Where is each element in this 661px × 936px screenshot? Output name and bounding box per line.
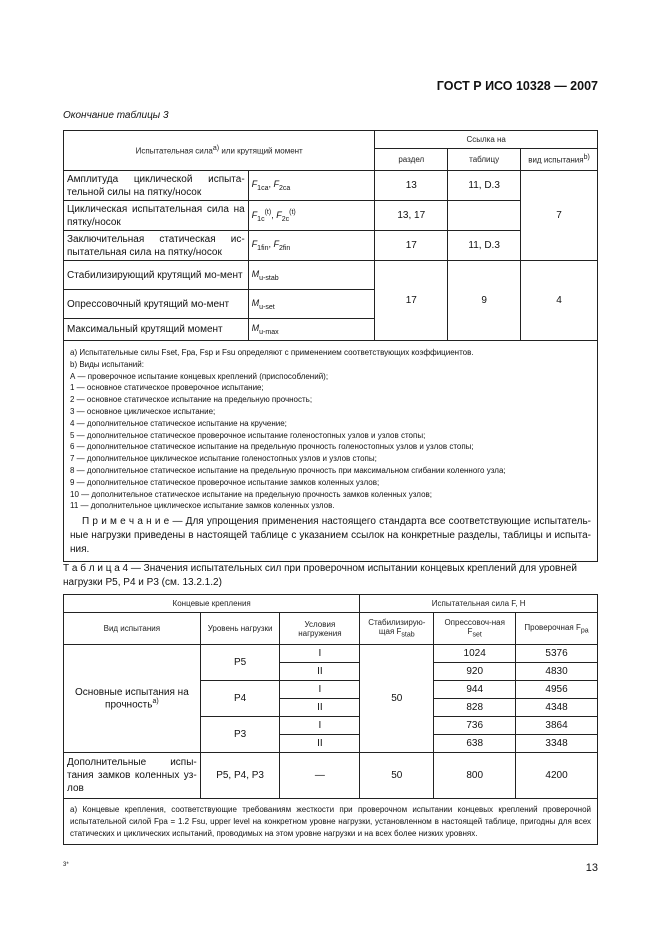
t4-cond: I: [280, 717, 360, 735]
t4-head-force: Испытательная сила F, Н: [360, 595, 598, 613]
table-4-title: Т а б л и ц а 4 — Значения испытательных сил при проверочном испытании концевых креплений для уровней нагрузки Р5, Р4 и Р3 (см. 13.2.1.2): [63, 563, 577, 588]
t3-head-force: Испытательная сила$^{a)}$ или крутящий момент: [64, 131, 375, 171]
t3-section-merged: 17: [375, 261, 448, 341]
note-line: 8 — дополнительное статическое испытание на предельную прочность при максимальном сгибании коленного узла;: [70, 465, 506, 475]
t4-head-pa: Проверочная $F_{pa}$: [516, 613, 598, 645]
t3-row-label: Заключительная статическая ис-пытательная сила на пятку/носок: [64, 231, 249, 261]
t4-knee-cond: —: [280, 753, 360, 799]
note-line: 6 — дополнительное статическое испытание на предельную прочность голеностопных узлов и узлов стопы;: [70, 442, 474, 452]
t3-head-ref: Ссылка на: [375, 131, 598, 149]
note-line: 10 — дополнительное статическое испытание на предельную прочность замков коленных узлов;: [70, 489, 432, 499]
t4-set: 1024: [434, 645, 516, 663]
t3-head-section: раздел: [375, 149, 448, 171]
t4-level: Р4: [200, 681, 280, 717]
t4-knee-levels: Р5, Р4, Р3: [200, 753, 280, 799]
t4-footnote: a) Концевые крепления, соответствующие требованиям жесткости при проверочном испытании концевых креплений проверочной испытательной силой Fpa = 1.2 Fsu, upper level на конкретном уровне нагрузки, установленном в настоящей таблице, пригодны для всех статических и циклических испытаний, проводимых на этом уровне нагрузки и на всех более низких уровнях.: [64, 799, 598, 845]
t4-set: 920: [434, 663, 516, 681]
table-3: [63, 130, 598, 562]
t4-pa: 4830: [516, 663, 598, 681]
t4-knee-set: 800: [434, 753, 516, 799]
t4-head-level: Уровень нагрузки: [200, 613, 280, 645]
t4-head-set: Опрессовоч-ная $F_{set}$: [434, 613, 516, 645]
note-line: А — проверочное испытание концевых креплений (приспособлений);: [70, 371, 329, 381]
t3-row-label: Опрессовочный крутящий мо-мент: [64, 290, 249, 319]
t4-stab-main: 50: [360, 645, 434, 753]
t4-cond: I: [280, 645, 360, 663]
t3-kind-merged: 4: [521, 261, 598, 341]
t4-set: 736: [434, 717, 516, 735]
note-line: 5 — дополнительное статическое проверочное испытание голеностопных узлов и узлов стопы;: [70, 430, 426, 440]
footer-mark: 3*: [63, 862, 69, 868]
t4-level: Р5: [200, 645, 280, 681]
note-line: 7 — дополнительное циклическое испытание голеностопных узлов и узлов стопы;: [70, 454, 377, 464]
t3-table-merged: 9: [448, 261, 521, 341]
t3-row-section: 13: [375, 171, 448, 201]
t3-row-table: 11, D.3: [448, 231, 521, 261]
primechanie: П р и м е ч а н и е — Для упрощения применения настоящего стандарта все соответствующие испытатель-ные нагрузки приведены в настоящей таблице с указанием ссылок на конкретные разделы, таблицы и испыта-ния.: [70, 516, 592, 556]
t4-pa: 3864: [516, 717, 598, 735]
t3-row-section: 17: [375, 231, 448, 261]
t4-knee-pa: 4200: [516, 753, 598, 799]
t3-notes: [64, 341, 598, 562]
t4-head-kind: Вид испытания: [64, 613, 201, 645]
note-line: a) Испытательные силы Fset, Fpa, Fsp и Fsu определяют с применением соответствующих коэффициентов.: [70, 348, 474, 357]
t3-row-table: 11, D.3: [448, 171, 521, 201]
t4-cond: II: [280, 663, 360, 681]
t3-head-table: таблицу: [448, 149, 521, 171]
t4-pa: 4348: [516, 699, 598, 717]
t3-row-label: Максимальный крутящий момент: [64, 319, 249, 341]
note-line: 1 — основное статическое проверочное испытание;: [70, 383, 264, 393]
t3-row-symbol: $M_{u-set}$: [248, 290, 375, 319]
note-line: b) Виды испытаний:: [70, 359, 144, 369]
table-4: [63, 594, 598, 845]
t3-head-kind: вид испытания$^{b)}$: [521, 149, 598, 171]
table-caption: Окончание таблицы 3: [63, 110, 169, 121]
t3-row-symbol: $F_{1ca}$, $F_{2ca}$: [248, 171, 375, 201]
note-line: 9 — дополнительное статическое проверочное испытание замков коленных узлов;: [70, 477, 380, 487]
t4-head-end: Концевые крепления: [64, 595, 360, 613]
t3-row-table: [448, 201, 521, 231]
t4-pa: 5376: [516, 645, 598, 663]
t4-main-label: Основные испытания на прочность$^{a)}$: [64, 645, 201, 753]
page-number: 13: [585, 862, 598, 874]
t3-row-label: Амплитуда циклической испыта-тельной силы на пятку/носок: [64, 171, 249, 201]
t4-cond: I: [280, 681, 360, 699]
document-header: ГОСТ Р ИСО 10328 — 2007: [436, 79, 598, 93]
t4-head-cond: Условия нагружения: [280, 613, 360, 645]
t4-cond: II: [280, 699, 360, 717]
t4-knee-stab: 50: [360, 753, 434, 799]
note-line: 3 — основное циклическое испытание;: [70, 406, 216, 416]
t3-kind-merged: 7: [521, 171, 598, 261]
t4-set: 828: [434, 699, 516, 717]
t4-set: 944: [434, 681, 516, 699]
t4-head-stab: Стабилизирую-щая $F_{stab}$: [360, 613, 434, 645]
t4-cond: II: [280, 735, 360, 753]
t3-row-label: Циклическая испытательная сила на пятку/носок: [64, 201, 249, 231]
t4-level: Р3: [200, 717, 280, 753]
note-line: 4 — дополнительное статическое испытание на кручение;: [70, 418, 287, 428]
t3-row-symbol: $F_{1c}^{(t)}$, $F_{2c}^{(t)}$: [248, 201, 375, 231]
t3-row-section: 13, 17: [375, 201, 448, 231]
t3-row-label: Стабилизирующий крутящий мо-мент: [64, 261, 249, 290]
note-line: 11 — дополнительное циклическое испытание замков коленных узлов.: [70, 501, 335, 511]
note-line: 2 — основное статическое испытание на предельную прочность;: [70, 395, 313, 405]
t4-set: 638: [434, 735, 516, 753]
t4-pa: 3348: [516, 735, 598, 753]
t3-row-symbol: $F_{1fin}$, $F_{2fin}$: [248, 231, 375, 261]
t4-knee-label: Дополнительные испы-тания замков коленных уз-лов: [64, 753, 201, 799]
t4-pa: 4956: [516, 681, 598, 699]
t3-row-symbol: $M_{u-max}$: [248, 319, 375, 341]
t3-row-symbol: $M_{u-stab}$: [248, 261, 375, 290]
